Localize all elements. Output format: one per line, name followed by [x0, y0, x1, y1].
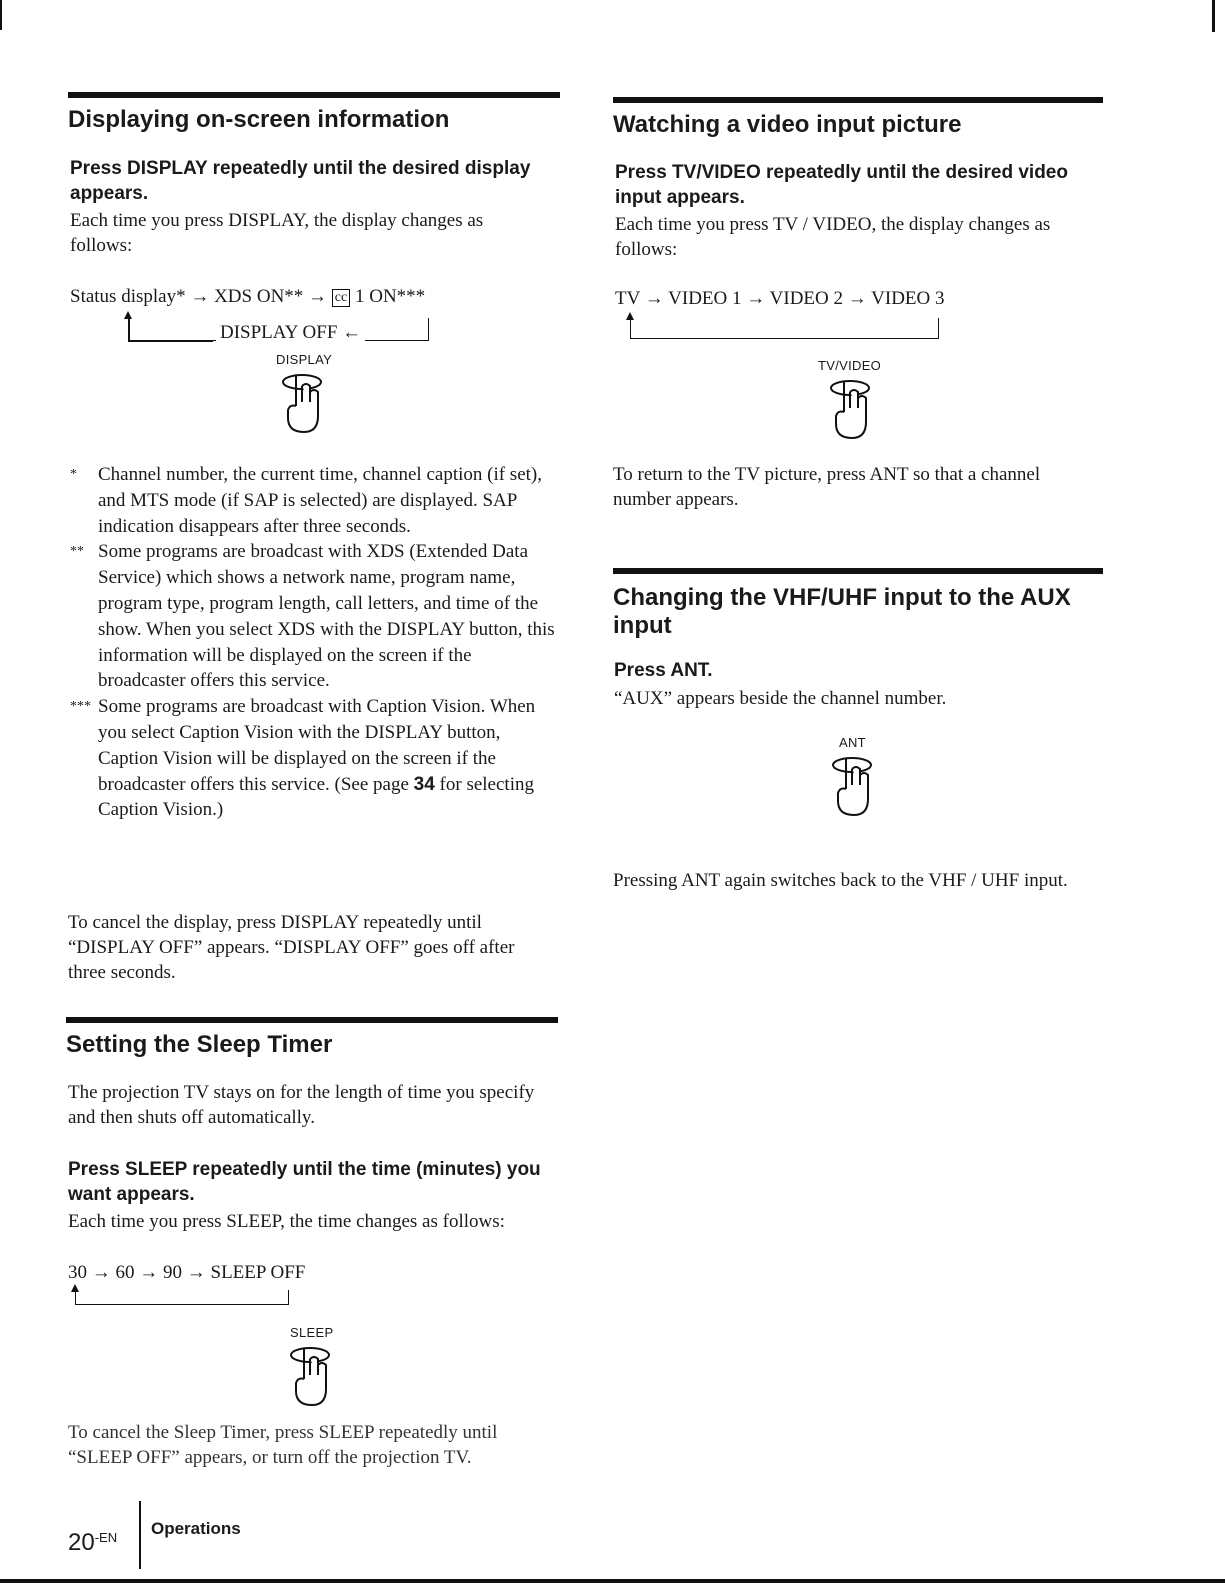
video-section: [613, 97, 1103, 139]
display-section: [68, 92, 560, 134]
video-loop-bracket: [630, 318, 939, 339]
scan-edge-right: [1212, 0, 1215, 32]
arrow-up-icon: [71, 1284, 79, 1292]
note-item: [70, 462, 560, 539]
aux-section: [613, 568, 1103, 640]
section-rule: [66, 1017, 558, 1023]
display-cancel-text: To cancel the display, press DISPLAY repeatedly until “DISPLAY OFF” appears. “DISPLAY OFF” goes off after three seconds.: [68, 912, 515, 983]
cc-icon: cc: [332, 289, 350, 307]
display-loop-bottom: [128, 340, 213, 342]
display-button-label: DISPLAY: [276, 352, 333, 367]
scan-edge-left: [0, 0, 2, 30]
display-press-icon: [282, 372, 334, 442]
note-item: [70, 539, 560, 694]
display-sequence-start: Status display* → XDS ON** →: [70, 286, 328, 307]
page-number-suffix: -EN: [94, 1530, 118, 1545]
sleep-loop-bracket: [75, 1290, 289, 1305]
video-intro: Each time you press TV / VIDEO, the display changes as follows:: [615, 214, 1051, 260]
sleep-button-label: SLEEP: [290, 1325, 334, 1340]
aux-result: “AUX” appears beside the channel number.: [614, 688, 947, 709]
video-button-label: TV/VIDEO: [818, 358, 882, 373]
section-rule: [613, 568, 1103, 574]
page-number: [68, 1529, 117, 1557]
video-sequence: TV → VIDEO 1 → VIDEO 2 → VIDEO 3: [615, 288, 945, 309]
display-instruction: Press DISPLAY repeatedly until the desired display appears.: [70, 158, 531, 204]
note-text: Channel number, the current time, channel caption (if set), and MTS mode (if SAP is selected) are displayed. SAP indication disappears after three seconds.: [98, 464, 542, 537]
sleep-sequence: 30 → 60 → 90 → SLEEP OFF: [68, 1262, 306, 1283]
arrow-up-icon: [626, 312, 634, 320]
note-mark: *: [70, 467, 77, 482]
sleep-press-icon: [290, 1345, 342, 1415]
video-instruction: Press TV/VIDEO repeatedly until the desired video input appears.: [615, 162, 1068, 208]
note-mark: **: [70, 544, 84, 560]
arrow-up-icon: [124, 311, 132, 319]
display-loop-label: DISPLAY OFF ←: [216, 322, 365, 344]
display-sequence-end: 1 ON***: [354, 286, 426, 307]
section-rule: [68, 92, 560, 98]
sleep-instruction: Press SLEEP repeatedly until the time (minutes) you want appears.: [68, 1159, 541, 1205]
display-sequence: [70, 286, 425, 308]
note-text-after: for selecting Caption Vision.): [98, 773, 534, 821]
video-section-title: Watching a video input picture: [613, 111, 962, 138]
footer-section-label: Operations: [151, 1519, 241, 1538]
page-reference: 34: [413, 773, 435, 795]
aux-again-text: Pressing ANT again switches back to the VHF / UHF input.: [613, 870, 1068, 891]
scan-edge-bottom: [0, 1579, 1225, 1583]
footer-separator: [139, 1501, 141, 1569]
sleep-section: [66, 1017, 558, 1059]
aux-section-title: Changing the VHF/UHF input to the AUX input: [613, 584, 1071, 639]
display-section-title: Displaying on-screen information: [68, 106, 450, 133]
note-item: [70, 694, 560, 823]
note-mark: ***: [70, 699, 91, 715]
ant-press-icon: [832, 755, 884, 825]
display-notes: [70, 462, 560, 823]
ant-button-label: ANT: [839, 735, 866, 750]
video-return-text: To return to the TV picture, press ANT so that a channel number appears.: [613, 464, 1041, 510]
note-text: Some programs are broadcast with Caption Vision. When you select Caption Vision with the DISPLAY button, Caption Vision will be displayed on the screen if the broadcaster offers this service. (See page: [98, 696, 536, 795]
video-press-icon: [830, 378, 882, 448]
section-rule: [613, 97, 1103, 103]
sleep-cancel-text: To cancel the Sleep Timer, press SLEEP repeatedly until “SLEEP OFF” appears, or turn off the projection TV.: [68, 1422, 498, 1468]
display-loop-line-left: [128, 318, 130, 341]
display-intro: Each time you press DISPLAY, the display changes as follows:: [70, 210, 484, 256]
sleep-section-title: Setting the Sleep Timer: [66, 1031, 333, 1058]
aux-instruction: Press ANT.: [614, 660, 713, 681]
sleep-intro: The projection TV stays on for the length of time you specify and then shuts off automatically.: [68, 1082, 535, 1128]
note-text: Some programs are broadcast with XDS (Extended Data Service) which shows a network name, program name, program type, program length, call letters, and time of the show. When you select XDS with the DISPLAY button, this information will be displayed on the screen if the broadcaster offers this service.: [98, 541, 555, 692]
sleep-each-time: Each time you press SLEEP, the time changes as follows:: [68, 1211, 505, 1232]
page-number-value: 20: [68, 1529, 95, 1556]
